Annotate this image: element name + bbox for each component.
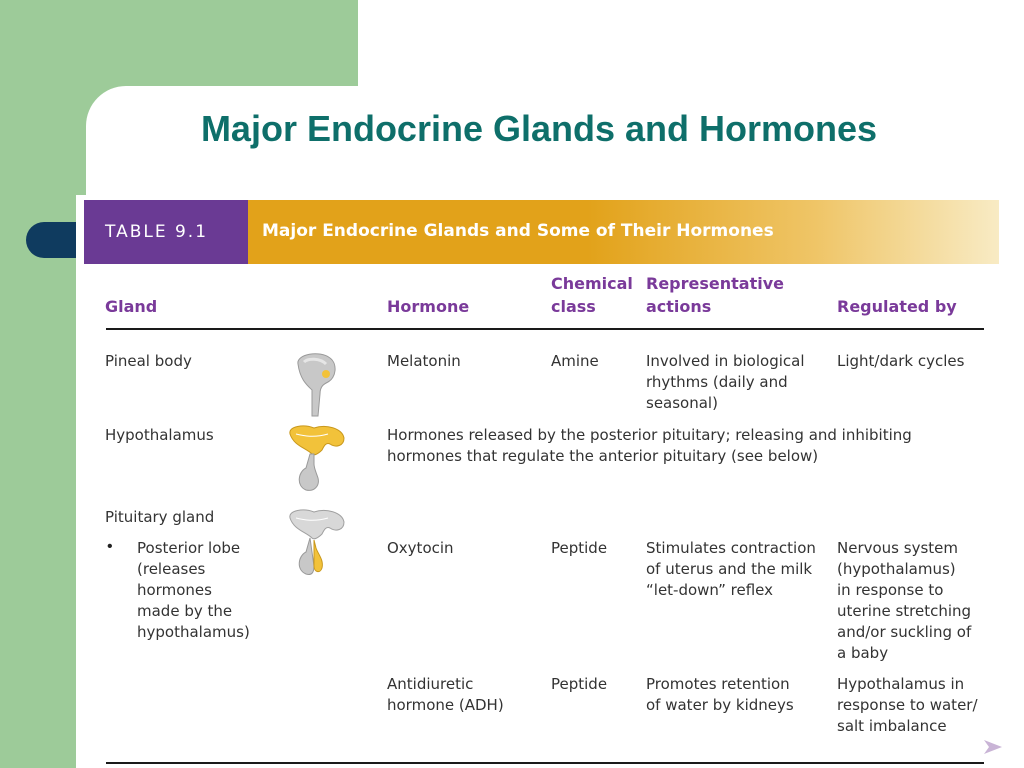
subgland-line: hormones	[137, 581, 212, 599]
row-hypothalamus-description	[387, 425, 912, 467]
regulated-line: response to water/	[837, 696, 978, 714]
row-pineal-actions	[646, 351, 805, 414]
pineal-gland-icon	[290, 350, 342, 420]
row-pineal-actions-line: rhythms (daily and	[646, 373, 788, 391]
actions-line: Stimulates contraction	[646, 539, 816, 557]
row-pineal-actions-line: Involved in biological	[646, 352, 805, 370]
column-header-hormone: Hormone	[387, 297, 470, 316]
column-header-chemical-class-line1: Chemical	[551, 274, 633, 293]
row-pineal-chemical-class: Amine	[551, 352, 599, 370]
table-tag-label: TABLE	[105, 222, 168, 242]
hormone-line: Antidiuretic	[387, 675, 474, 693]
actions-line: Promotes retention	[646, 675, 790, 693]
hypothalamus-icon	[284, 424, 348, 492]
row-adh-actions	[646, 674, 794, 716]
row-oxytocin-actions	[646, 538, 816, 601]
regulated-line: (hypothalamus)	[837, 560, 956, 578]
row-adh-hormone	[387, 674, 504, 716]
row-pineal-regulated-by: Light/dark cycles	[837, 352, 965, 370]
row-adh-regulated-by	[837, 674, 978, 737]
column-header-actions-line2: actions	[646, 297, 712, 316]
row-adh-chemical-class: Peptide	[551, 675, 608, 693]
subgland-line: Posterior lobe	[137, 539, 241, 557]
regulated-line: uterine stretching	[837, 602, 972, 620]
table-number-tag	[84, 200, 248, 264]
regulated-line: salt imbalance	[837, 717, 947, 735]
hormone-line: hormone (ADH)	[387, 696, 504, 714]
row-posterior-lobe-subgland	[137, 538, 250, 643]
column-header-chemical-class	[551, 272, 633, 318]
regulated-line: Nervous system	[837, 539, 958, 557]
column-header-chemical-class-line2: class	[551, 297, 596, 316]
row-oxytocin-chemical-class: Peptide	[551, 539, 608, 557]
slide-title: Major Endocrine Glands and Hormones	[200, 108, 878, 149]
regulated-line: Hypothalamus in	[837, 675, 965, 693]
subgland-line: hypothalamus)	[137, 623, 250, 641]
regulated-line: a baby	[837, 644, 889, 662]
column-header-regulated-by: Regulated by	[837, 297, 957, 316]
posterior-pituitary-icon	[284, 508, 348, 576]
subgland-line: (releases	[137, 560, 206, 578]
actions-line: “let-down” reflex	[646, 581, 774, 599]
row-hypothalamus-gland: Hypothalamus	[105, 426, 214, 444]
row-oxytocin-regulated-by	[837, 538, 971, 664]
row-pineal-hormone: Melatonin	[387, 352, 461, 370]
header-rule	[106, 328, 984, 330]
row-hypothalamus-description-line: Hormones released by the posterior pituitary; releasing and inhibiting	[387, 426, 912, 444]
row-oxytocin-hormone: Oxytocin	[387, 539, 454, 557]
column-header-gland: Gland	[105, 297, 158, 316]
bullet-marker: •	[107, 538, 113, 555]
actions-line: of water by kidneys	[646, 696, 794, 714]
row-hypothalamus-description-line: hormones that regulate the anterior pituitary (see below)	[387, 447, 819, 465]
actions-line: of uterus and the milk	[646, 560, 813, 578]
subgland-line: made by the	[137, 602, 233, 620]
next-slide-arrow-icon[interactable]	[984, 740, 1002, 754]
regulated-line: and/or suckling of	[837, 623, 972, 641]
regulated-line: in response to	[837, 581, 944, 599]
row-pituitary-gland: Pituitary gland	[105, 508, 215, 526]
column-header-actions	[646, 272, 784, 318]
column-header-actions-line1: Representative	[646, 274, 784, 293]
table-caption: Major Endocrine Glands and Some of Their Hormones	[262, 221, 774, 241]
row-pineal-gland: Pineal body	[105, 352, 192, 370]
row-pineal-actions-line: seasonal)	[646, 394, 718, 412]
bottom-rule	[106, 762, 984, 764]
table-number: 9.1	[174, 222, 209, 242]
